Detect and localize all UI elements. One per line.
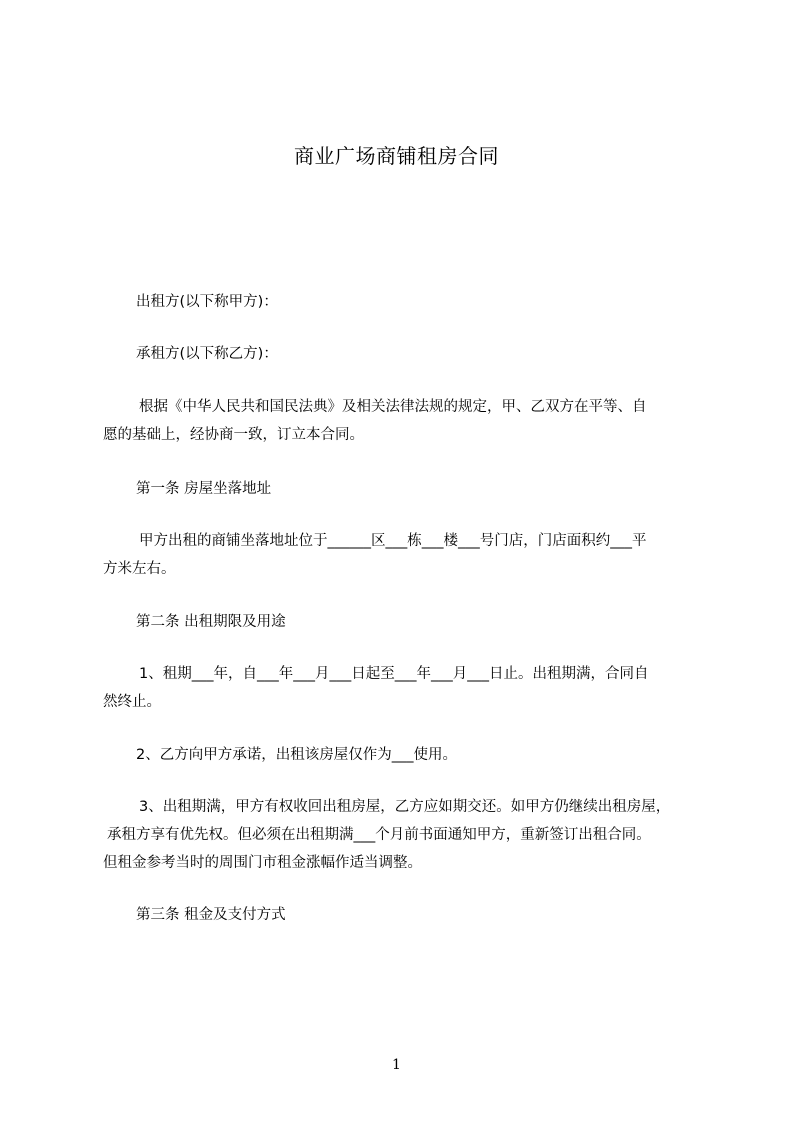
clause-2-line: 2、乙方向甲方承诺，出租该房屋仅作为___使用。 — [136, 747, 457, 763]
article-3-heading: 第三条 租金及支付方式 — [136, 907, 286, 923]
clause-1-line-2: 然终止。 — [103, 694, 161, 710]
lessor-line: 出租方(以下称甲方)： — [136, 294, 278, 310]
preamble-line-2: 愿的基础上，经协商一致，订立本合同。 — [103, 427, 364, 443]
clause-3-line-1: 3、出租期满，甲方有权收回出租房屋，乙方应如期交还。如甲方仍继续出租房屋， — [139, 799, 671, 815]
clause-3-line-2: 承租方享有优先权。但必须在出租期满___个月前书面通知甲方，重新签订出租合同。 — [107, 827, 651, 843]
article-1-text-line-2: 方米左右。 — [103, 561, 176, 577]
lessee-line: 承租方(以下称乙方)： — [136, 346, 278, 362]
article-1-heading: 第一条 房屋坐落地址 — [136, 481, 272, 497]
preamble-line-1: 根据《中华人民共和国民法典》及相关法律法规的规定，甲、乙双方在平等、自 — [139, 399, 647, 415]
document-title: 商业广场商铺租房合同 — [294, 144, 499, 168]
page-number: 1 — [392, 1057, 401, 1073]
article-2-heading: 第二条 出租期限及用途 — [136, 614, 286, 630]
clause-3-line-3: 但租金参考当时的周围门市租金涨幅作适当调整。 — [103, 855, 422, 871]
article-1-text-line-1: 甲方出租的商铺坐落地址位于______区___栋___楼___号门店，门店面积约___平 — [139, 533, 647, 549]
clause-1-line-1: 1、租期___年，自___年___月___日起至___年___月___日止。出租期满，合同自 — [139, 666, 649, 682]
